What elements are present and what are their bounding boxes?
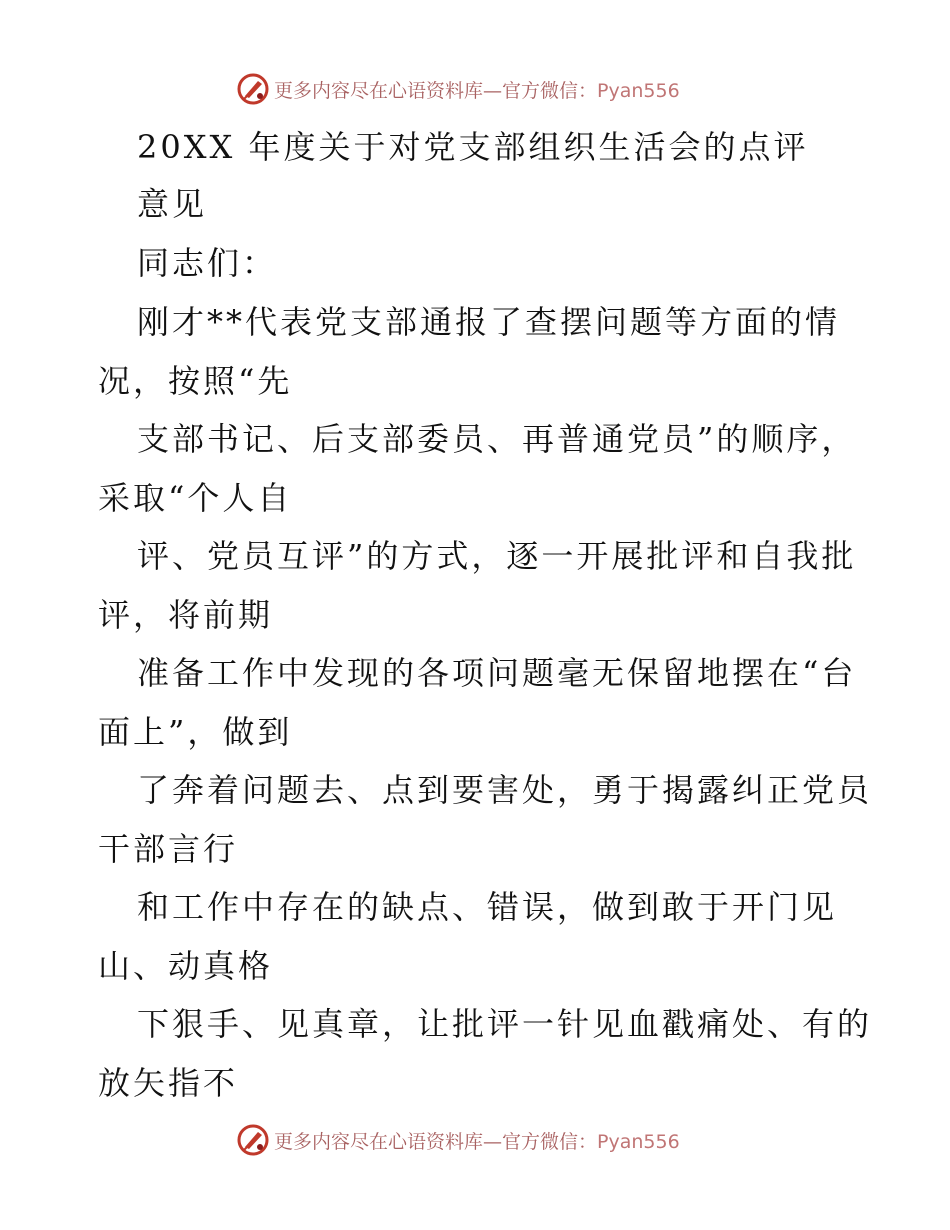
body-line: 下狠手、见真章，让批评一针见血戳痛处、有的 <box>137 1005 873 1043</box>
greeting: 同志们： <box>137 244 278 282</box>
header-watermark <box>236 72 680 106</box>
body-line: 山、动真格 <box>98 947 274 985</box>
body-line: 况，按照“先 <box>98 362 293 400</box>
body-line: 放矢指不 <box>98 1064 239 1102</box>
body-line: 准备工作中发现的各项问题毫无保留地摆在“台 <box>137 654 857 692</box>
document-title-line-2: 意见 <box>137 185 208 223</box>
footer-watermark <box>236 1123 680 1157</box>
wechat-id: Pyan556 <box>597 79 680 102</box>
body-line: 和工作中存在的缺点、错误，做到敢于开门见 <box>137 888 838 926</box>
body-line: 评，将前期 <box>98 596 274 634</box>
quill-seal-icon <box>236 1123 270 1157</box>
body-line: 了奔着问题去、点到要害处，勇于揭露纠正党员 <box>137 771 873 809</box>
wechat-id: Pyan556 <box>597 1130 680 1153</box>
body-line: 采取“个人自 <box>98 479 293 517</box>
quill-seal-icon <box>236 72 270 106</box>
watermark-text: 更多内容尽在心语资料库—官方微信：Pyan556 <box>274 1130 680 1153</box>
body-line: 刚才**代表党支部通报了查摆问题等方面的情 <box>137 303 841 341</box>
watermark-text: 更多内容尽在心语资料库—官方微信：Pyan556 <box>274 79 680 102</box>
body-line: 干部言行 <box>98 830 239 868</box>
document-title-line-1: 20XX 年度关于对党支部组织生活会的点评 <box>137 128 809 166</box>
body-line: 评、党员互评”的方式，逐一开展批评和自我批 <box>137 537 857 575</box>
body-line: 面上”，做到 <box>98 713 293 751</box>
body-line: 支部书记、后支部委员、再普通党员”的顺序， <box>137 420 857 458</box>
